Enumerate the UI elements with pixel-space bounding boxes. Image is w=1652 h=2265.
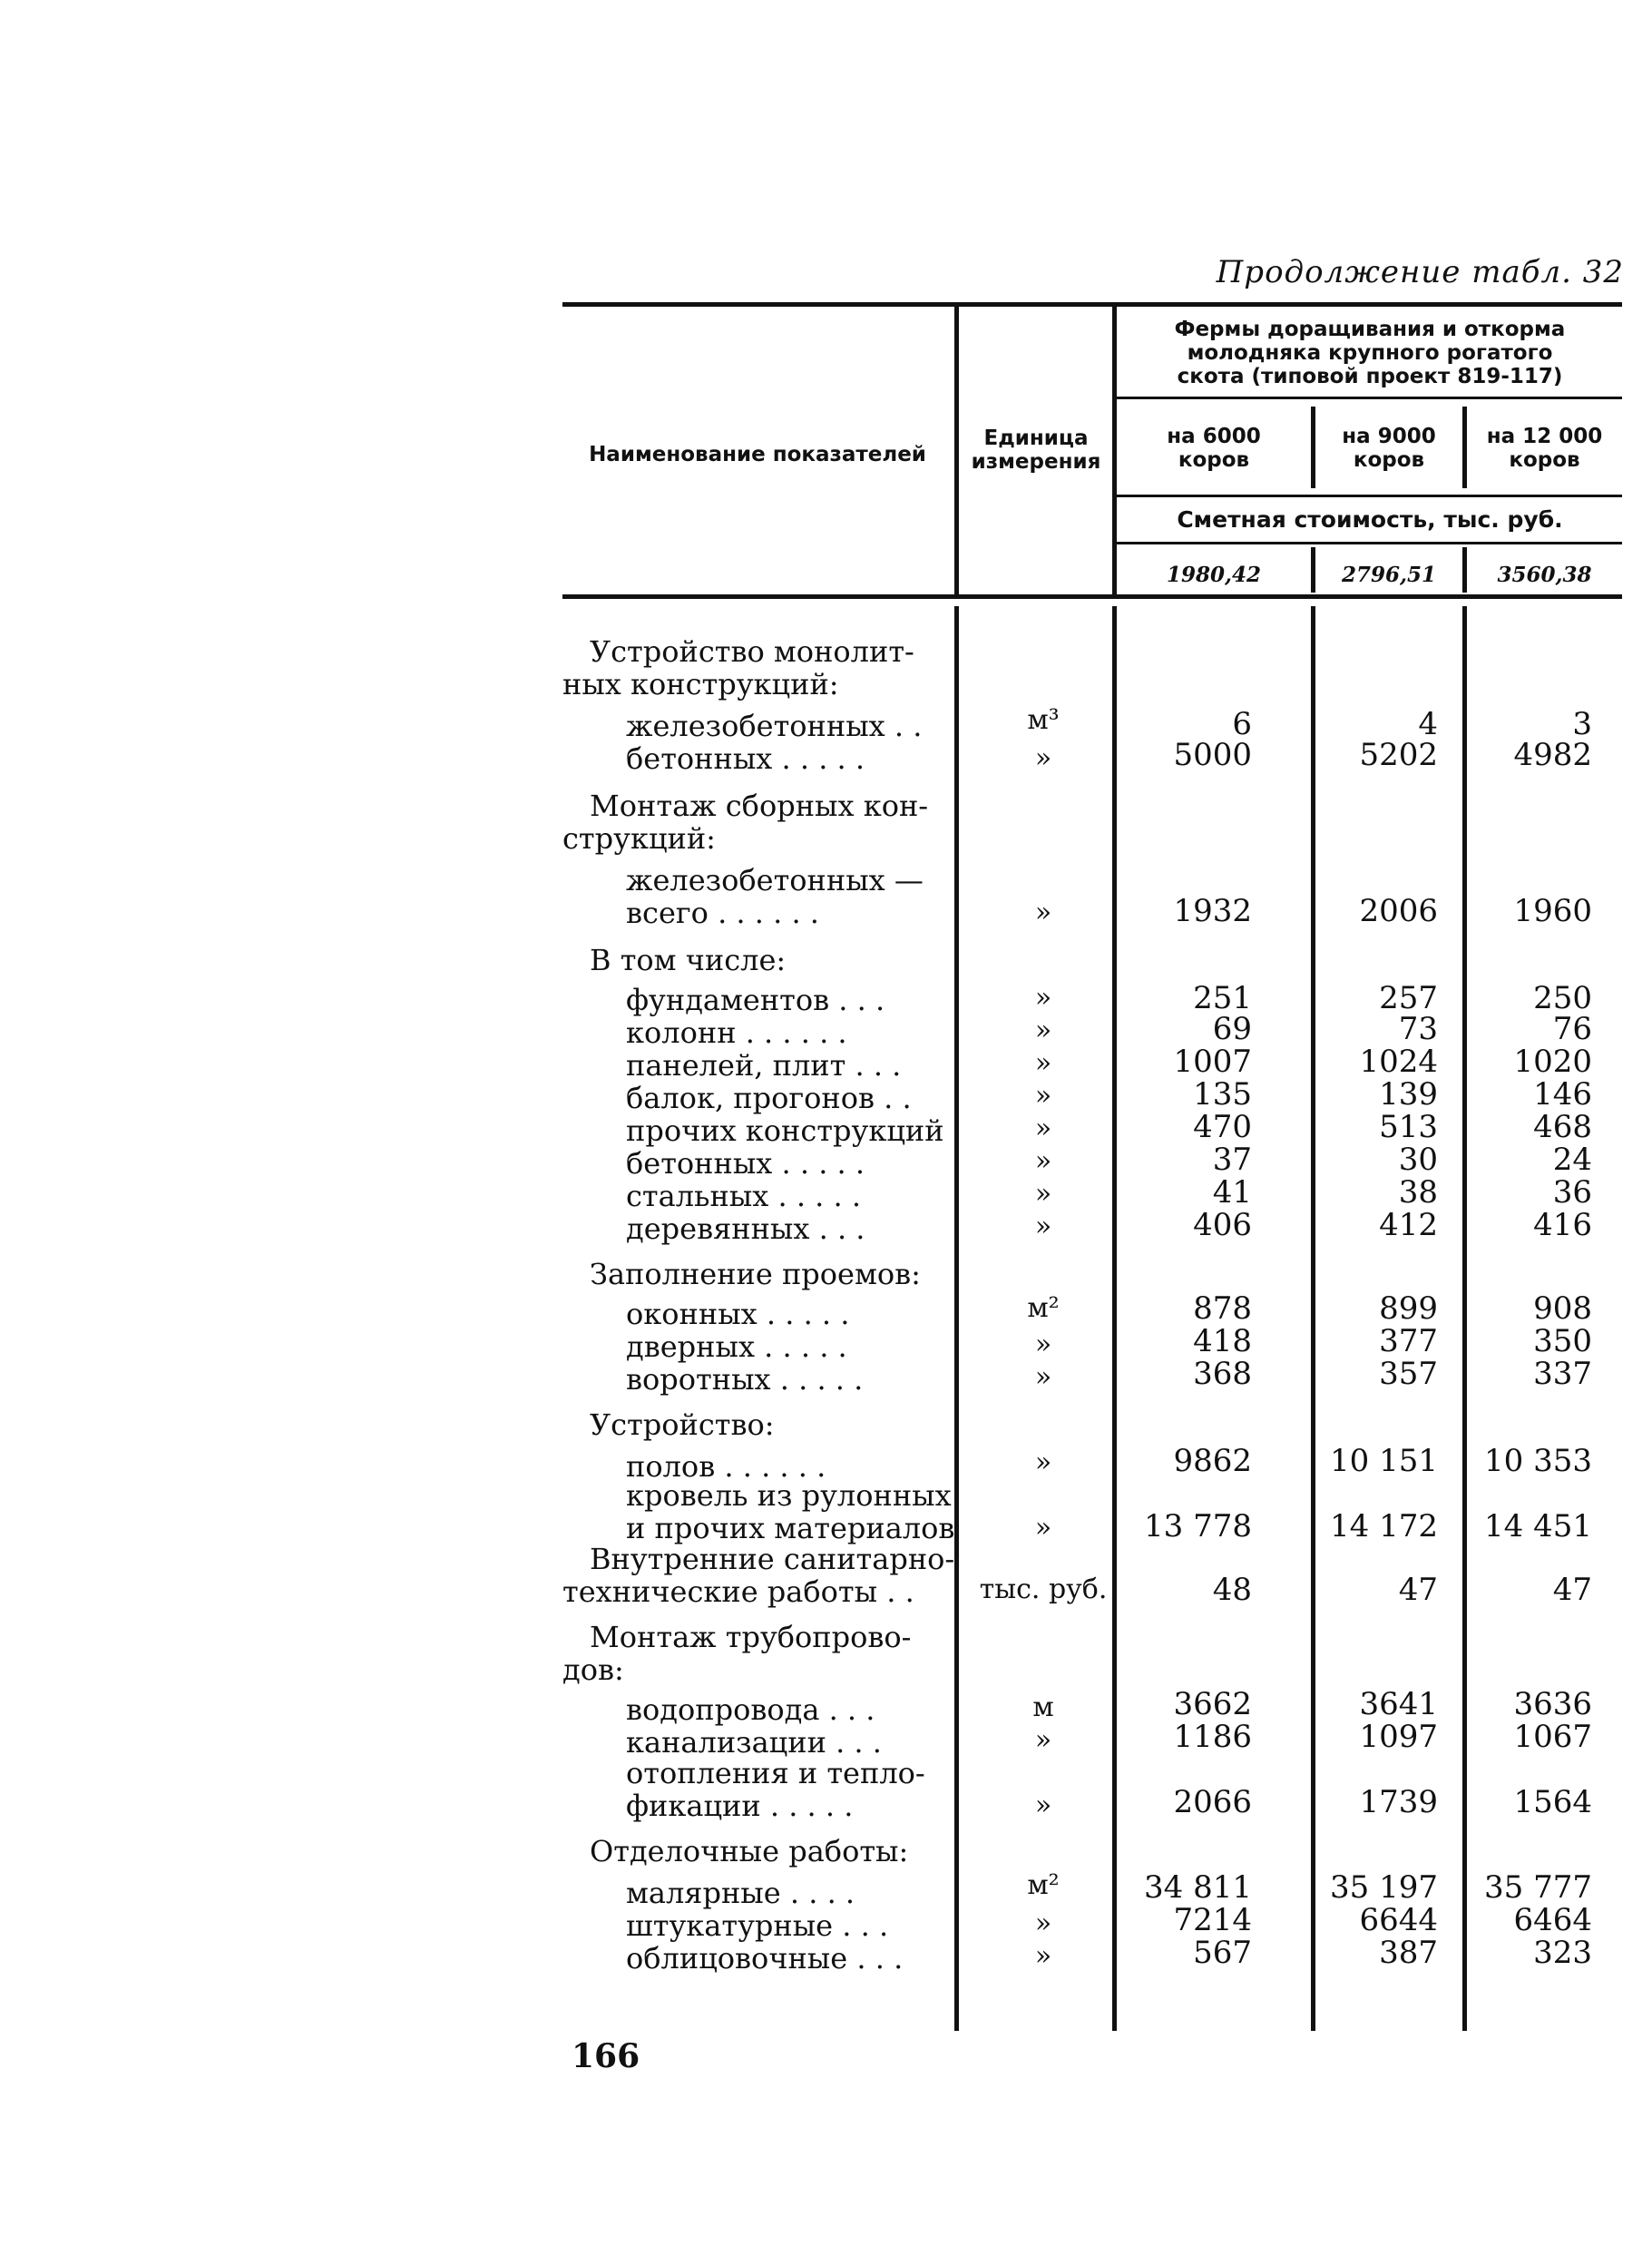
row-value: 2006 (1359, 893, 1438, 929)
row-value: 10 151 (1330, 1443, 1438, 1479)
row-label (562, 634, 971, 701)
row-value: 513 (1379, 1109, 1438, 1145)
row-value: 323 (1533, 1935, 1592, 1971)
row-unit: м³ (1027, 704, 1060, 736)
row-unit: » (1034, 742, 1052, 774)
row-value: 48 (1212, 1572, 1252, 1608)
row-unit: » (1034, 1789, 1052, 1821)
row-unit: » (1034, 1211, 1052, 1242)
table-top-rule (562, 302, 1622, 307)
row-label (626, 1757, 943, 1822)
row-label: дверных . . . . . (626, 1329, 847, 1364)
row-value: 41 (1212, 1174, 1252, 1211)
row-label: Отделочные работы: (590, 1834, 909, 1868)
row-unit: м² (1027, 1292, 1060, 1324)
row-unit: » (1034, 1145, 1052, 1177)
row-label: канализации . . . (626, 1725, 882, 1760)
row-value: 10 353 (1484, 1443, 1592, 1479)
row-value: 35 197 (1330, 1869, 1438, 1906)
variant-3-line-2: коров (1509, 448, 1580, 472)
row-value: 1186 (1173, 1719, 1252, 1755)
row-value: 3 (1572, 706, 1592, 742)
row-label: бетонных . . . . . (626, 1146, 865, 1181)
row-value: 14 172 (1330, 1508, 1438, 1544)
row-value: 470 (1193, 1109, 1252, 1145)
row-value: 377 (1379, 1323, 1438, 1359)
row-value: 357 (1379, 1356, 1438, 1392)
row-value: 1067 (1513, 1719, 1592, 1755)
variant-1-line-1: на 6000 (1167, 425, 1261, 448)
group-title-line-2: молодняка крупного рогатого (1187, 341, 1553, 365)
row-unit: » (1034, 1329, 1052, 1360)
row-label: балок, прогонов . . (626, 1081, 912, 1115)
row-value: 1739 (1359, 1784, 1438, 1820)
row-value: 13 778 (1144, 1508, 1252, 1544)
row-label: прочих конструкций (626, 1113, 944, 1148)
row-label: бетонных . . . . . (626, 741, 865, 776)
variant-2-line-2: коров (1353, 448, 1425, 472)
header-cost-3: 3560,38 (1497, 563, 1592, 587)
cost-label-rule (1116, 542, 1622, 544)
row-value: 1932 (1173, 893, 1252, 929)
row-label (626, 864, 943, 929)
header-unit-line-2: измерения (971, 450, 1101, 474)
row-label-line: Внутренние санитарно- (590, 1542, 955, 1576)
row-unit: » (1034, 1080, 1052, 1112)
row-value: 416 (1533, 1207, 1592, 1243)
row-label-line: фикации . . . . . (626, 1789, 854, 1823)
header-variant-1 (1118, 425, 1310, 472)
row-label-line: струкций: (562, 821, 716, 856)
row-value: 899 (1379, 1290, 1438, 1327)
row-label: штукатурные . . . (626, 1908, 889, 1943)
row-unit: » (1034, 1512, 1052, 1544)
row-unit: » (1034, 1446, 1052, 1478)
variant-3-line-1: на 12 000 (1486, 425, 1603, 448)
row-unit: » (1034, 1015, 1052, 1046)
row-unit: » (1034, 1113, 1052, 1144)
row-label: колонн . . . . . . (626, 1015, 847, 1050)
variant-1-line-2: коров (1178, 448, 1250, 472)
row-label-line: Монтаж трубопрово- (590, 1620, 912, 1654)
header-group-title (1118, 318, 1622, 388)
header-bottom-rule (562, 594, 1622, 599)
row-value: 24 (1552, 1142, 1592, 1178)
row-value: 6 (1232, 706, 1252, 742)
row-label: железобетонных . . (626, 709, 923, 743)
group-title-line-1: Фермы доращивания и откорма (1174, 318, 1566, 341)
row-value: 38 (1398, 1174, 1438, 1211)
row-value: 146 (1533, 1076, 1592, 1113)
row-label: фундаментов . . . (626, 983, 885, 1017)
row-value: 135 (1193, 1076, 1252, 1113)
row-label-line: всего . . . . . . (626, 896, 819, 930)
row-value: 368 (1193, 1356, 1252, 1392)
row-label-line: Устройство монолит- (590, 634, 914, 669)
row-label: Заполнение проемов: (590, 1257, 921, 1291)
header-unit-line-1: Единица (983, 427, 1089, 450)
row-value: 257 (1379, 980, 1438, 1016)
header-cost-2: 2796,51 (1341, 563, 1437, 587)
row-label-line: технические работы . . (562, 1574, 914, 1609)
row-unit: » (1034, 982, 1052, 1014)
unit-column-right-rule (1112, 307, 1117, 597)
row-value: 9862 (1173, 1443, 1252, 1479)
unit-column-left-rule (954, 307, 959, 597)
row-value: 47 (1552, 1572, 1592, 1608)
row-value: 3641 (1359, 1686, 1438, 1722)
variant-bottom-rule (1116, 495, 1622, 497)
row-value: 4 (1418, 706, 1438, 742)
row-value: 350 (1533, 1323, 1592, 1359)
row-value: 37 (1212, 1142, 1252, 1178)
row-label-line: дов: (562, 1652, 624, 1687)
row-value: 468 (1533, 1109, 1592, 1145)
row-value: 30 (1398, 1142, 1438, 1178)
header-name-column: Наименование показателей (589, 443, 926, 466)
header-cost-label: Сметная стоимость, тыс. руб. (1177, 506, 1563, 533)
row-value: 387 (1379, 1935, 1438, 1971)
variant-2-line-1: на 9000 (1342, 425, 1436, 448)
row-label-line: отопления и тепло- (626, 1756, 925, 1790)
row-value: 14 451 (1484, 1508, 1592, 1544)
row-value: 6644 (1359, 1902, 1438, 1938)
row-value: 1020 (1513, 1044, 1592, 1080)
row-value: 2066 (1173, 1784, 1252, 1820)
row-label-line: железобетонных — (626, 863, 924, 897)
row-value: 47 (1398, 1572, 1438, 1608)
row-unit: м² (1027, 1869, 1060, 1901)
row-unit: м (1032, 1691, 1054, 1723)
row-value: 139 (1379, 1076, 1438, 1113)
row-value: 76 (1552, 1011, 1592, 1047)
row-label: деревянных . . . (626, 1211, 865, 1246)
row-value: 251 (1193, 980, 1252, 1016)
row-value: 7214 (1173, 1902, 1252, 1938)
row-value: 908 (1533, 1290, 1592, 1327)
row-label: водопровода . . . (626, 1692, 875, 1727)
row-label (562, 1620, 971, 1687)
row-value: 73 (1398, 1011, 1438, 1047)
row-label-line: и прочих материалов (626, 1511, 955, 1545)
row-unit: » (1034, 1047, 1052, 1079)
row-label: панелей, плит . . . (626, 1048, 902, 1083)
header-variant-3 (1467, 425, 1622, 472)
row-value: 3662 (1173, 1686, 1252, 1722)
row-value: 6464 (1513, 1902, 1592, 1938)
row-value: 250 (1533, 980, 1592, 1016)
row-value: 1007 (1173, 1044, 1252, 1080)
row-unit: » (1034, 1361, 1052, 1393)
row-value: 1024 (1359, 1044, 1438, 1080)
row-label: оконных . . . . . (626, 1297, 850, 1331)
row-value: 878 (1193, 1290, 1252, 1327)
row-unit: » (1034, 1907, 1052, 1939)
row-label: малярные . . . . (626, 1876, 855, 1910)
row-value: 406 (1193, 1207, 1252, 1243)
row-value: 5000 (1173, 737, 1252, 773)
row-label (626, 1478, 955, 1545)
page-number: 166 (572, 2037, 640, 2075)
group-title-line-3: скота (типовой проект 819-117) (1177, 365, 1563, 388)
row-value: 337 (1533, 1356, 1592, 1392)
row-value: 69 (1212, 1011, 1252, 1047)
row-unit: » (1034, 1724, 1052, 1756)
row-label: Устройство: (590, 1407, 775, 1442)
row-value: 5202 (1359, 737, 1438, 773)
row-value: 1097 (1359, 1719, 1438, 1755)
row-label-line: кровель из рулонных (626, 1478, 952, 1513)
row-unit: » (1034, 1940, 1052, 1972)
row-label: В том числе: (590, 943, 787, 977)
table-caption: Продолжение табл. 32 (1216, 254, 1624, 290)
header-variant-2 (1315, 425, 1462, 472)
row-unit: » (1034, 897, 1052, 928)
row-value: 1564 (1513, 1784, 1592, 1820)
row-label (562, 1542, 971, 1609)
row-value: 35 777 (1484, 1869, 1592, 1906)
row-unit: тыс. руб. (979, 1574, 1108, 1605)
row-label: воротных . . . . . (626, 1362, 864, 1397)
row-label (562, 789, 971, 856)
row-value: 36 (1552, 1174, 1592, 1211)
row-label-line: ных конструкций: (562, 667, 839, 701)
row-unit: » (1034, 1178, 1052, 1210)
row-value: 567 (1193, 1935, 1252, 1971)
row-label-line: Монтаж сборных кон- (590, 789, 929, 823)
header-cost-1: 1980,42 (1166, 563, 1262, 587)
row-value: 3636 (1513, 1686, 1592, 1722)
header-unit-column (960, 427, 1112, 474)
row-label: стальных . . . . . (626, 1179, 862, 1213)
row-label: полов . . . . . . (626, 1449, 826, 1484)
row-value: 1960 (1513, 893, 1592, 929)
row-value: 418 (1193, 1323, 1252, 1359)
row-value: 412 (1379, 1207, 1438, 1243)
row-label: облицовочные . . . (626, 1941, 904, 1976)
row-value: 34 811 (1144, 1869, 1252, 1906)
row-value: 4982 (1513, 737, 1592, 773)
group-title-rule (1116, 397, 1622, 399)
